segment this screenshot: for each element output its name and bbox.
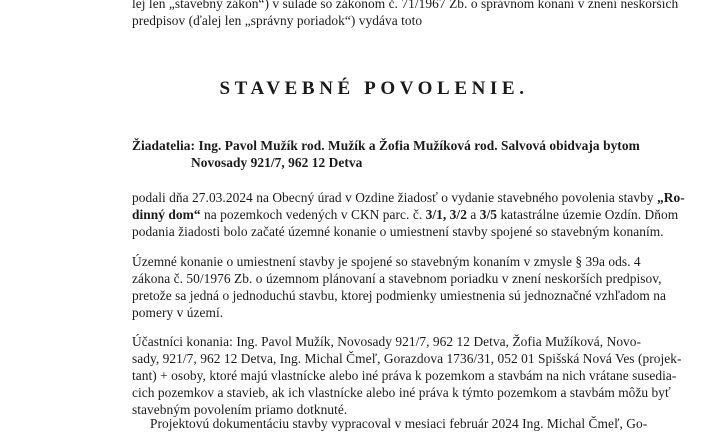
intro-line-2: predpisov (ďalej len „správny poriadok“) vydáva toto (132, 13, 423, 28)
para1-building-name-start: „Ro- (657, 190, 685, 205)
para3-line-6: Projektovú dokumentáciu stavby vypracoval v mesiaci február 2024 Ing. Michal Čmeľ, Go- (150, 416, 648, 431)
document-title: STAVEBNÉ POVOLENIE. (219, 78, 529, 99)
para1-text: na pozemkoch vedených v CKN parc. č. (204, 207, 423, 222)
para3-line-5: stavebným povolením priamo dotknuté. (132, 402, 348, 417)
para1-line-2 (132, 207, 678, 223)
para2-line-3: pretože sa jedná o jednoduchú stavbu, ktorej podmienky umiestnenia sú jednoznačné vzhľadom na (132, 288, 667, 303)
intro-line-1: lej len „stavebný zákon“) v súlade so zákonom č. 71/1967 Zb. o správnom konaní v znení neskorších (132, 0, 679, 11)
para3-line-1: Účastníci konania: Ing. Pavol Mužík, Novosady 921/7, 962 12 Detva, Žofia Mužíková, Novo- (132, 334, 642, 349)
applicant-names: Ing. Pavol Mužík rod. Mužík a Žofia Mužíková rod. Salvová obidvaja bytom (198, 138, 640, 153)
para1-parcel-numbers: 3/1, 3/2 (425, 207, 467, 222)
para2-line-1: Územné konanie o umiestnení stavby je spojené so stavebným konaním v zmysle § 39a ods. 4 (132, 254, 641, 269)
para3-line-4: cich pozemkov a stavieb, ak ich vlastnícke alebo iné práva k týmto pozemkom a stavbám môžu byť (132, 385, 671, 400)
para1-line-3: podania žiadosti bolo začaté územné konanie o umiestnení stavby spojené so stavebným konaním. (132, 224, 664, 239)
para1-text: podali dňa 27.03.2024 na Obecný úrad v Ozdine žiadosť o vydanie stavebného povolenia stavby (132, 190, 654, 205)
para1-parcel-number: 3/5 (479, 207, 498, 222)
applicant-address: Novosady 921/7, 962 12 Detva (191, 155, 363, 170)
para3-line-2: sady, 921/7, 962 12 Detva, Ing. Michal Čmeľ, Gorazdova 1736/31, 052 01 Spišská Nová Ves (projek- (132, 351, 682, 366)
para2-line-4: pomery v území. (132, 305, 224, 320)
para1-line-1 (132, 190, 685, 206)
para3-line-3: tant) + osoby, ktoré majú vlastnícke alebo iné práva k pozemkom a stavbám na nich vrátane susedia- (132, 368, 677, 383)
para1-text: katastrálne územie Ozdín. Dňom (500, 207, 679, 222)
applicant-line-1 (132, 138, 640, 154)
applicant-label: Žiadatelia: (132, 138, 196, 153)
para1-text: a (470, 207, 477, 222)
para2-line-2: zákona č. 50/1976 Zb. o územnom plánovaní a stavebnom poriadku v znení neskorších predpisov, (132, 271, 662, 286)
para1-building-name-end: dinný dom“ (132, 207, 201, 222)
